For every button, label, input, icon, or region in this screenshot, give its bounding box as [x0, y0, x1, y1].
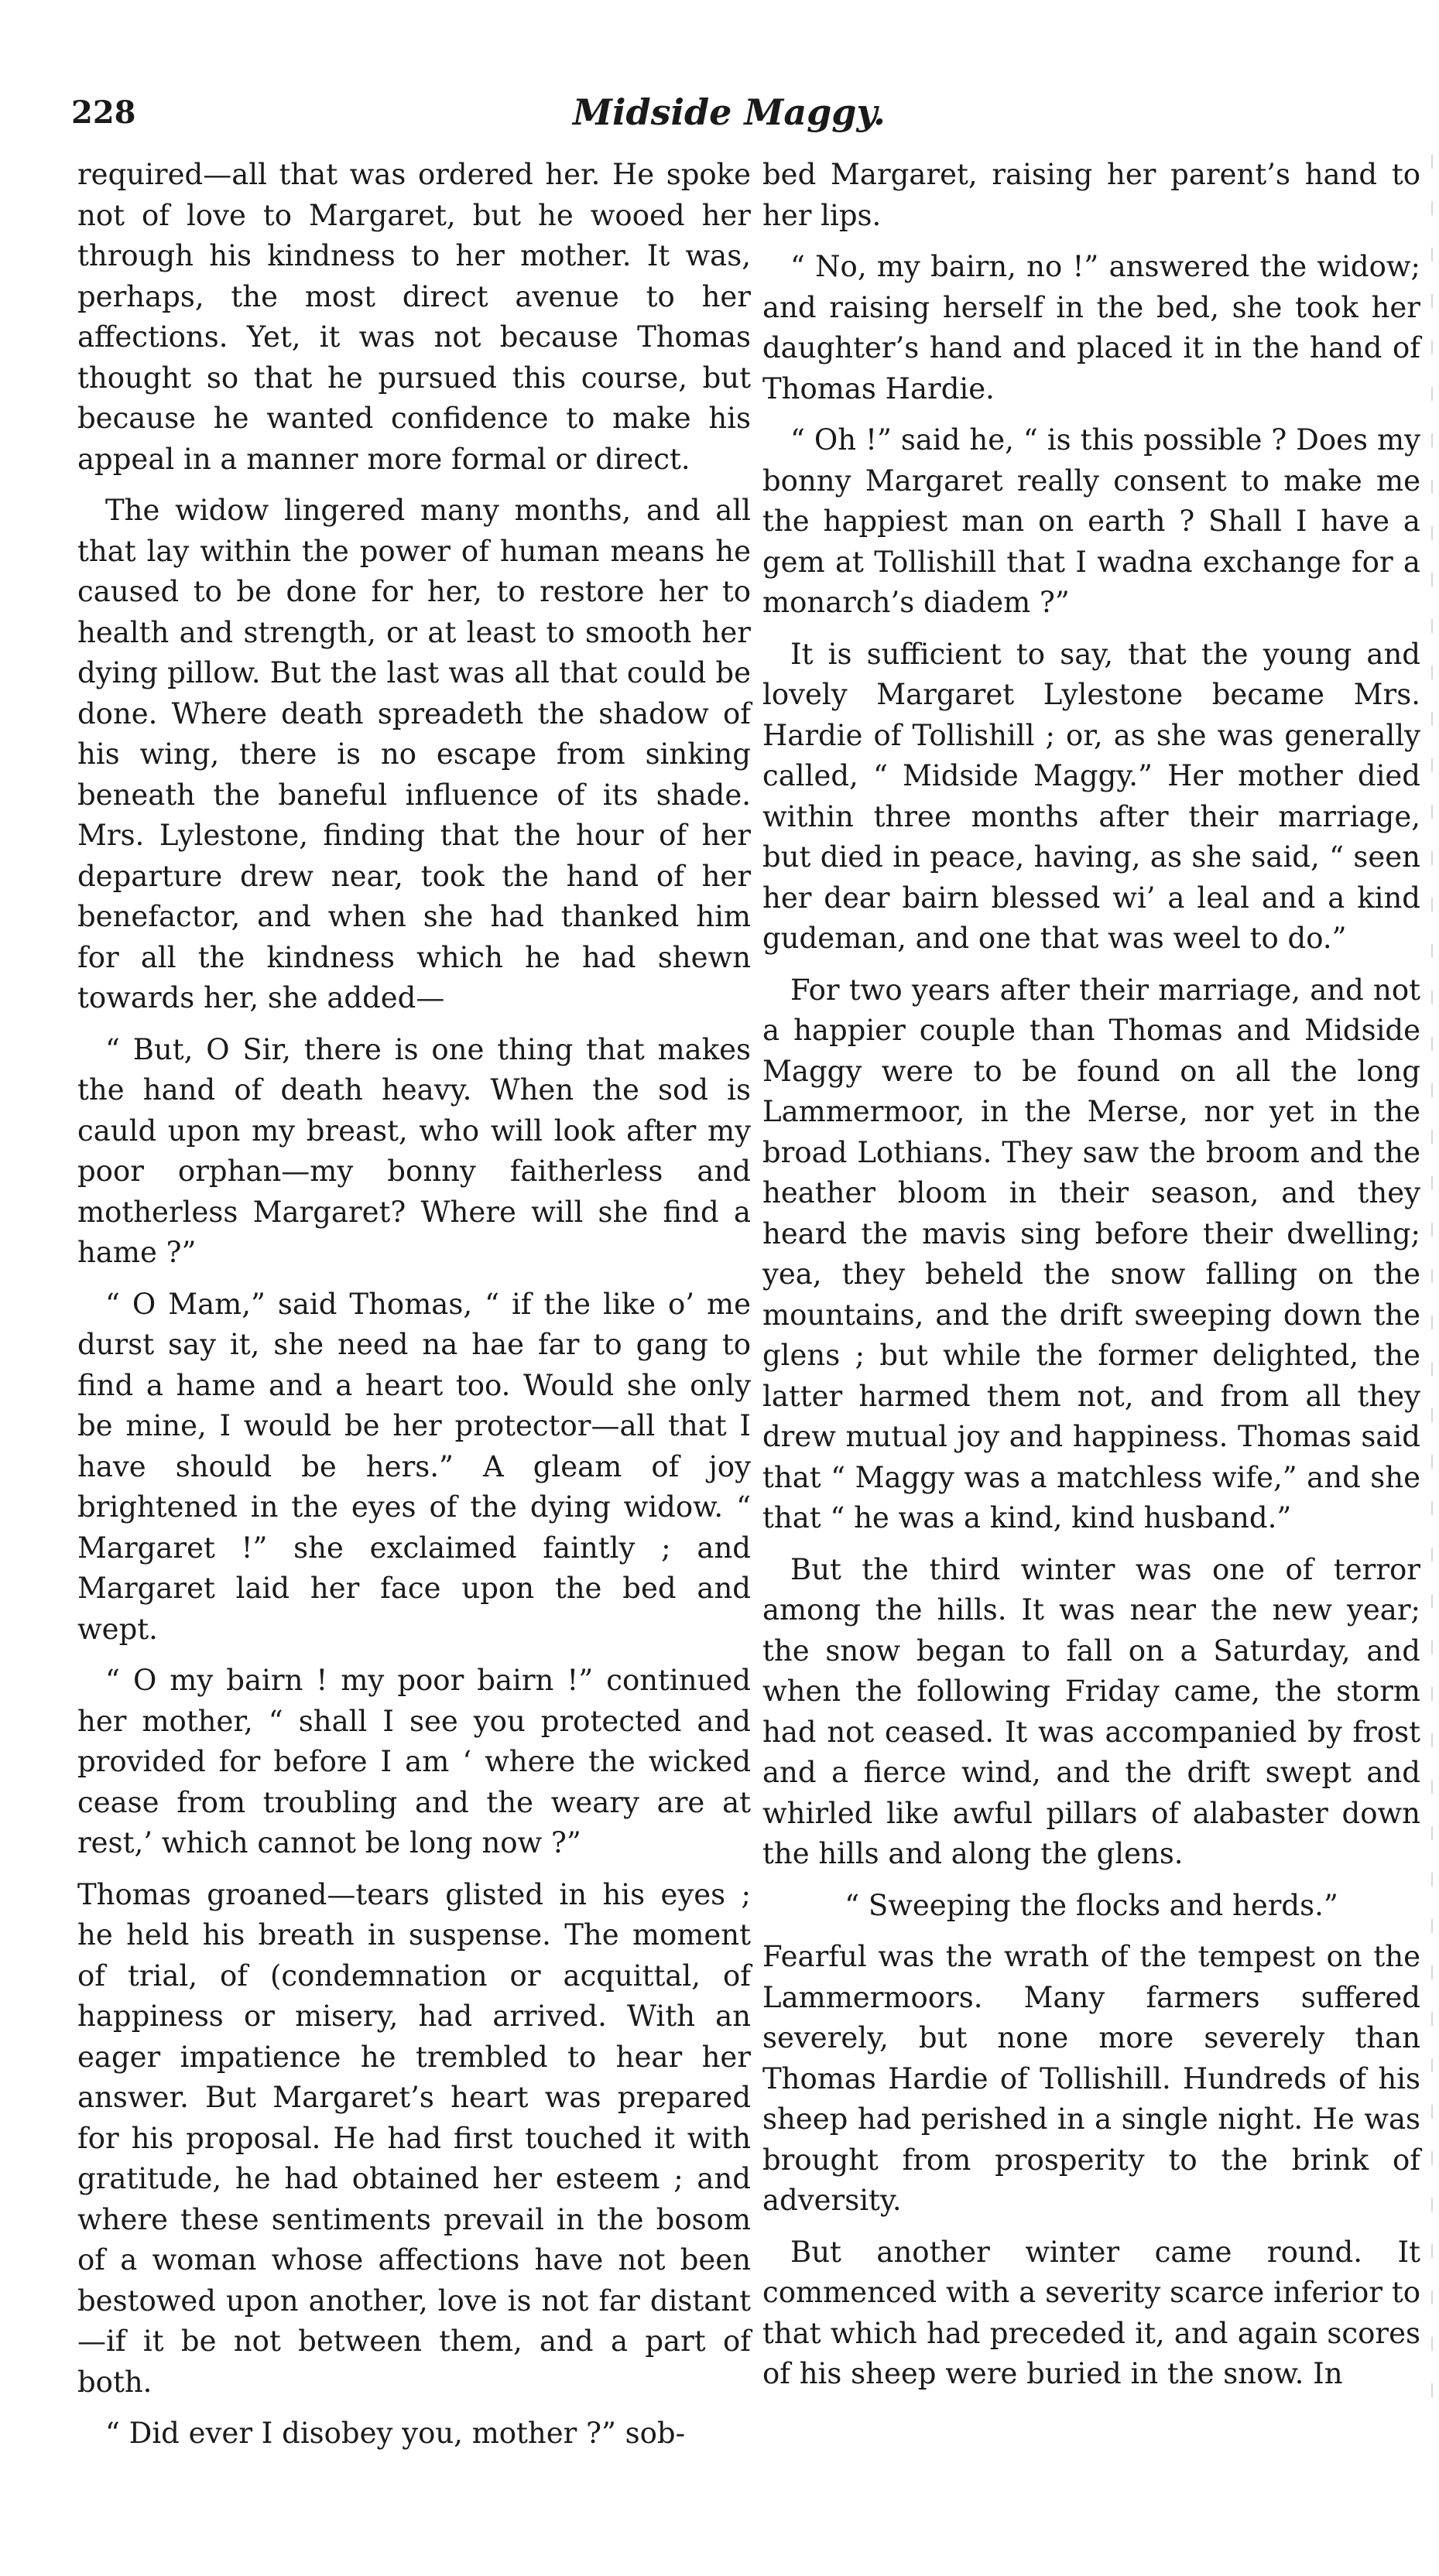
paragraph: bed Margaret, raising her parent’s hand to her lips. [762, 158, 1420, 232]
paragraph: “ O my bairn ! my poor bairn !” continued her mother, “ shall I see you protected and provided for before I am ‘ where the wicked cease from troubling and the weary are at rest,’ which cannot be long now ?” [77, 1664, 751, 1859]
paragraph: Thomas groaned—tears glisted in his eyes ; he held his breath in suspense. The moment of trial, of (condemnation or acquittal, of happiness or misery, had arrived. With an eager impatience he trembled to hear her answer. But Margaret’s heart was prepared for his proposal. He had first touched it with gratitude, he had obtained her esteem ; and where these sentiments prevail in the bosom of a woman whose affections have not been bestowed upon another, love is not far distant—if it be not between them, and a part of both. [77, 1877, 751, 2399]
paragraph: For two years after their marriage, and not a happier couple than Thomas and Midside Maggy were to be found on all the long Lammermoor, in the Merse, nor yet in the broad Lothians. They saw the broom and the heather bloom in their season, and they heard the mavis sing before their dwelling; yea, they beheld the snow falling on the mountains, and the drift sweeping down the glens ; but while the former delighted, the latter harmed them not, and from all they drew mutual joy and happiness. Thomas said that “ Maggy was a matchless wife,” and she that “ he was a kind, kind husband.” [762, 973, 1420, 1534]
right-column [762, 155, 1420, 2406]
page-edge-shadow [1431, 155, 1433, 2399]
paragraph: Fearful was the wrath of the tempest on the Lammermoors. Many farmers suffered severely, but none more severely than Thomas Hardie of Tollishill. Hundreds of his sheep had perished in a single night. He was brought from prosperity to the brink of adversity. [762, 1940, 1420, 2217]
paragraph: “ But, O Sir, there is one thing that makes the hand of death heavy. When the sod is cauld upon my breast, who will look after my poor orphan—my bonny faitherless and motherless Margaret? Where will she find a hame ?” [77, 1032, 751, 1269]
paragraph: “ No, my bairn, no !” answered the widow; and raising herself in the bed, she took her daughter’s hand and placed it in the hand of Thomas Hardie. [762, 250, 1420, 405]
paragraph: But the third winter was one of terror among the hills. It was near the new year; the snow began to fall on a Saturday, and when the following Friday came, the storm had not ceased. It was accompanied by frost and a fierce wind, and the drift swept and whirled like awful pillars of alabaster down the hills and along the glens. [762, 1552, 1420, 1870]
paragraph: required—all that was ordered her. He spoke not of love to Margaret, but he wooed her through his kindness to her mother. It was, perhaps, the most direct avenue to her affections. Yet, it was not because Thomas thought so that he pursued this course, but because he wanted confidence to make his appeal in a manner more formal or direct. [77, 158, 751, 476]
quotation-line: “ Sweeping the flocks and herds.” [845, 1888, 1338, 1922]
paragraph: But another winter came round. It commenced with a severity scarce inferior to that which had preceded it, and again scores of his sheep were buried in the snow. In [762, 2235, 1420, 2390]
paragraph: The widow lingered many months, and all that lay within the power of human means he caused to be done for her, to restore her to health and strength, or at least to smooth her dying pillow. But the last was all that could be done. Where death spreadeth the shadow of his wing, there is no escape from sinking beneath the baneful influence of its shade. Mrs. Lylestone, finding that the hour of her departure drew near, took the hand of her benefactor, and when she had thanked him for all the kindness which he had shewn towards her, she added— [77, 494, 751, 1014]
page-header [71, 91, 1387, 156]
left-column [77, 155, 751, 2465]
paragraph: “ Did ever I disobey you, mother ?” sob- [105, 2417, 686, 2450]
paragraph: “ O Mam,” said Thomas, “ if the like o’ me durst say it, she need na hae far to gang to find a hame and a heart too. Would she only be mine, I would be her protector—all that I have should be hers.” A gleam of joy brightened in the eyes of the dying widow. “ Margaret !” she exclaimed faintly ; and Margaret laid her face upon the bed and wept. [77, 1287, 751, 1646]
page-number: 228 [71, 94, 136, 131]
paragraph: It is sufficient to say, that the young and lovely Margaret Lylestone became Mrs. Hardie of Tollishill ; or, as she was generally called, “ Midside Maggy.” Her mother died within three months after their marriage, but died in peace, having, as she said, “ seen her dear bairn blessed wi’ a leal and a kind gudeman, and one that was weel to do.” [762, 637, 1420, 955]
paragraph: “ Oh !” said he, “ is this possible ? Does my bonny Margaret really consent to make me the happiest man on earth ? Shall I have a gem at Tollishill that I wadna exchange for a monarch’s diadem ?” [762, 423, 1420, 619]
running-title: Midside Maggy. [573, 91, 886, 133]
